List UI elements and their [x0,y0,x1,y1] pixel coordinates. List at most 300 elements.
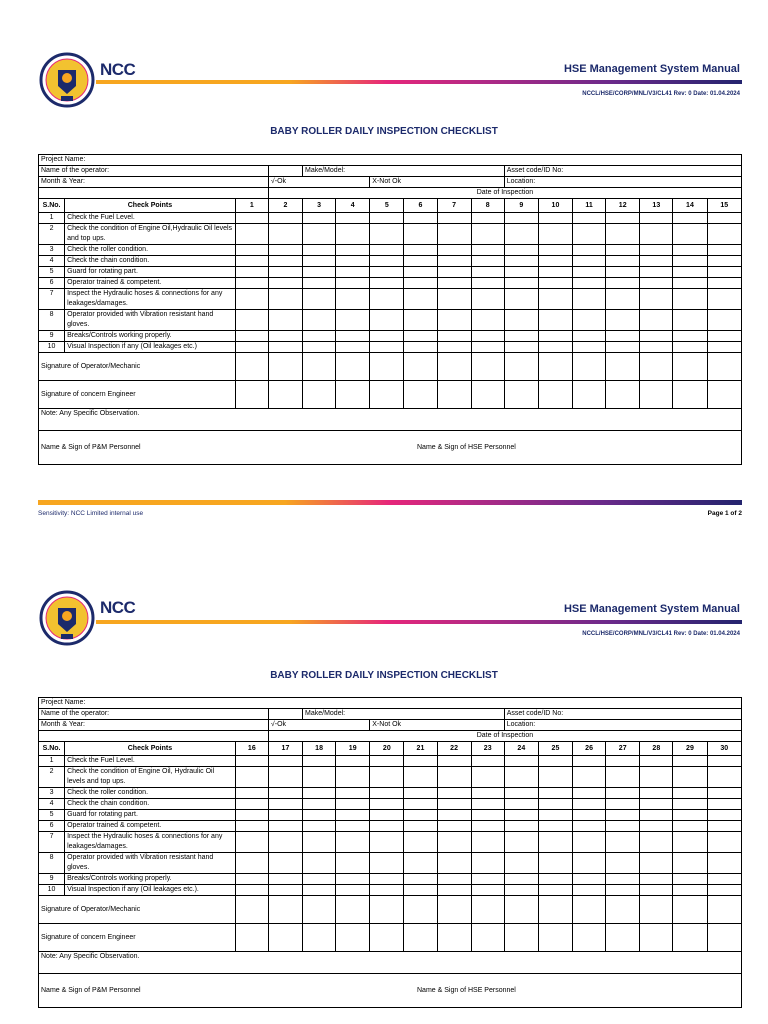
check-day-cell[interactable] [606,245,640,256]
check-day-cell[interactable] [573,278,606,289]
check-day-cell[interactable] [707,245,741,256]
check-day-cell[interactable] [404,310,437,331]
check-day-cell[interactable] [640,788,673,799]
check-day-cell[interactable] [404,289,437,310]
check-day-cell[interactable] [673,224,707,245]
check-day-cell[interactable] [471,310,504,331]
check-day-cell[interactable] [504,267,538,278]
check-day-cell[interactable] [303,245,336,256]
check-day-cell[interactable] [437,788,471,799]
check-day-cell[interactable] [640,278,673,289]
check-day-cell[interactable] [437,799,471,810]
check-day-cell[interactable] [504,821,538,832]
check-day-cell[interactable] [606,885,640,896]
check-day-cell[interactable] [504,213,538,224]
check-day-cell[interactable] [235,310,268,331]
check-day-cell[interactable] [235,821,268,832]
check-day-cell[interactable] [471,821,504,832]
check-day-cell[interactable] [303,224,336,245]
check-day-cell[interactable] [303,832,336,853]
check-day-cell[interactable] [573,289,606,310]
check-day-cell[interactable] [235,767,268,788]
check-day-cell[interactable] [404,832,437,853]
check-day-cell[interactable] [404,885,437,896]
check-day-cell[interactable] [404,267,437,278]
check-day-cell[interactable] [370,245,404,256]
check-day-cell[interactable] [303,256,336,267]
check-day-cell[interactable] [606,832,640,853]
check-day-cell[interactable] [573,310,606,331]
check-day-cell[interactable] [573,885,606,896]
check-day-cell[interactable] [235,331,268,342]
check-day-cell[interactable] [573,331,606,342]
check-day-cell[interactable] [573,213,606,224]
check-day-cell[interactable] [235,756,268,767]
check-day-cell[interactable] [471,885,504,896]
check-day-cell[interactable] [471,832,504,853]
check-day-cell[interactable] [673,331,707,342]
check-day-cell[interactable] [404,874,437,885]
check-day-cell[interactable] [673,810,707,821]
check-day-cell[interactable] [640,342,673,353]
check-day-cell[interactable] [303,756,336,767]
check-day-cell[interactable] [268,224,302,245]
check-day-cell[interactable] [370,853,404,874]
check-day-cell[interactable] [573,342,606,353]
check-day-cell[interactable] [336,267,370,278]
check-day-cell[interactable] [370,224,404,245]
check-day-cell[interactable] [303,767,336,788]
check-day-cell[interactable] [268,256,302,267]
check-day-cell[interactable] [707,832,741,853]
check-day-cell[interactable] [573,224,606,245]
check-day-cell[interactable] [437,832,471,853]
check-day-cell[interactable] [538,331,572,342]
check-day-cell[interactable] [538,224,572,245]
check-day-cell[interactable] [336,832,370,853]
check-day-cell[interactable] [673,278,707,289]
check-day-cell[interactable] [437,756,471,767]
check-day-cell[interactable] [573,756,606,767]
check-day-cell[interactable] [268,810,302,821]
check-day-cell[interactable] [640,832,673,853]
check-day-cell[interactable] [404,810,437,821]
check-day-cell[interactable] [673,885,707,896]
check-day-cell[interactable] [268,885,302,896]
check-day-cell[interactable] [504,310,538,331]
check-day-cell[interactable] [336,821,370,832]
check-day-cell[interactable] [707,256,741,267]
check-day-cell[interactable] [707,821,741,832]
check-day-cell[interactable] [504,767,538,788]
check-day-cell[interactable] [673,267,707,278]
check-day-cell[interactable] [471,799,504,810]
check-day-cell[interactable] [504,331,538,342]
check-day-cell[interactable] [437,821,471,832]
check-day-cell[interactable] [707,331,741,342]
check-day-cell[interactable] [573,267,606,278]
check-day-cell[interactable] [471,213,504,224]
check-day-cell[interactable] [707,853,741,874]
check-day-cell[interactable] [235,278,268,289]
check-day-cell[interactable] [640,874,673,885]
check-day-cell[interactable] [336,799,370,810]
check-day-cell[interactable] [504,810,538,821]
check-day-cell[interactable] [370,756,404,767]
check-day-cell[interactable] [303,289,336,310]
check-day-cell[interactable] [673,767,707,788]
check-day-cell[interactable] [336,767,370,788]
check-day-cell[interactable] [471,810,504,821]
check-day-cell[interactable] [235,853,268,874]
check-day-cell[interactable] [370,256,404,267]
check-day-cell[interactable] [640,289,673,310]
check-day-cell[interactable] [404,213,437,224]
check-day-cell[interactable] [538,832,572,853]
check-day-cell[interactable] [573,799,606,810]
check-day-cell[interactable] [303,342,336,353]
check-day-cell[interactable] [707,885,741,896]
check-day-cell[interactable] [336,853,370,874]
check-day-cell[interactable] [370,267,404,278]
check-day-cell[interactable] [640,756,673,767]
check-day-cell[interactable] [336,756,370,767]
check-day-cell[interactable] [404,788,437,799]
check-day-cell[interactable] [404,767,437,788]
check-day-cell[interactable] [606,342,640,353]
check-day-cell[interactable] [268,267,302,278]
check-day-cell[interactable] [606,213,640,224]
check-day-cell[interactable] [303,331,336,342]
check-day-cell[interactable] [268,767,302,788]
check-day-cell[interactable] [336,874,370,885]
check-day-cell[interactable] [268,799,302,810]
check-day-cell[interactable] [303,310,336,331]
check-day-cell[interactable] [471,853,504,874]
check-day-cell[interactable] [303,853,336,874]
check-day-cell[interactable] [404,331,437,342]
check-day-cell[interactable] [707,289,741,310]
check-day-cell[interactable] [471,767,504,788]
check-day-cell[interactable] [606,788,640,799]
check-day-cell[interactable] [673,289,707,310]
check-day-cell[interactable] [235,874,268,885]
check-day-cell[interactable] [437,331,471,342]
check-day-cell[interactable] [437,245,471,256]
check-day-cell[interactable] [336,245,370,256]
check-day-cell[interactable] [235,256,268,267]
check-day-cell[interactable] [538,256,572,267]
check-day-cell[interactable] [707,810,741,821]
check-day-cell[interactable] [538,810,572,821]
check-day-cell[interactable] [303,267,336,278]
check-day-cell[interactable] [707,799,741,810]
check-day-cell[interactable] [707,788,741,799]
check-day-cell[interactable] [573,767,606,788]
check-day-cell[interactable] [336,256,370,267]
check-day-cell[interactable] [235,342,268,353]
check-day-cell[interactable] [404,278,437,289]
check-day-cell[interactable] [303,885,336,896]
check-day-cell[interactable] [640,799,673,810]
check-day-cell[interactable] [235,289,268,310]
check-day-cell[interactable] [437,310,471,331]
check-day-cell[interactable] [673,245,707,256]
check-day-cell[interactable] [303,799,336,810]
check-day-cell[interactable] [606,310,640,331]
check-day-cell[interactable] [268,821,302,832]
check-day-cell[interactable] [606,289,640,310]
check-day-cell[interactable] [437,885,471,896]
check-day-cell[interactable] [673,756,707,767]
check-day-cell[interactable] [437,289,471,310]
check-day-cell[interactable] [538,278,572,289]
check-day-cell[interactable] [707,310,741,331]
check-day-cell[interactable] [707,342,741,353]
check-day-cell[interactable] [471,267,504,278]
check-day-cell[interactable] [336,310,370,331]
check-day-cell[interactable] [538,788,572,799]
check-day-cell[interactable] [573,810,606,821]
check-day-cell[interactable] [640,245,673,256]
check-day-cell[interactable] [235,799,268,810]
check-day-cell[interactable] [370,342,404,353]
check-day-cell[interactable] [268,310,302,331]
check-day-cell[interactable] [504,289,538,310]
check-day-cell[interactable] [437,278,471,289]
check-day-cell[interactable] [235,810,268,821]
check-day-cell[interactable] [538,767,572,788]
check-day-cell[interactable] [370,874,404,885]
check-day-cell[interactable] [268,832,302,853]
check-day-cell[interactable] [640,885,673,896]
check-day-cell[interactable] [538,310,572,331]
check-day-cell[interactable] [437,342,471,353]
check-day-cell[interactable] [640,310,673,331]
check-day-cell[interactable] [303,278,336,289]
check-day-cell[interactable] [370,310,404,331]
check-day-cell[interactable] [370,331,404,342]
check-day-cell[interactable] [673,853,707,874]
check-day-cell[interactable] [504,874,538,885]
check-day-cell[interactable] [606,767,640,788]
check-day-cell[interactable] [471,788,504,799]
check-day-cell[interactable] [336,224,370,245]
check-day-cell[interactable] [404,853,437,874]
check-day-cell[interactable] [538,245,572,256]
check-day-cell[interactable] [640,767,673,788]
check-day-cell[interactable] [538,874,572,885]
check-day-cell[interactable] [370,810,404,821]
check-day-cell[interactable] [235,885,268,896]
check-day-cell[interactable] [707,267,741,278]
check-day-cell[interactable] [538,289,572,310]
check-day-cell[interactable] [471,756,504,767]
check-day-cell[interactable] [370,767,404,788]
check-day-cell[interactable] [640,853,673,874]
check-day-cell[interactable] [504,799,538,810]
check-day-cell[interactable] [640,821,673,832]
check-day-cell[interactable] [504,278,538,289]
check-day-cell[interactable] [673,213,707,224]
check-day-cell[interactable] [303,788,336,799]
check-day-cell[interactable] [640,810,673,821]
check-day-cell[interactable] [303,821,336,832]
check-day-cell[interactable] [336,213,370,224]
check-day-cell[interactable] [437,874,471,885]
check-day-cell[interactable] [538,756,572,767]
check-day-cell[interactable] [640,224,673,245]
check-day-cell[interactable] [336,331,370,342]
check-day-cell[interactable] [404,821,437,832]
check-day-cell[interactable] [640,256,673,267]
check-day-cell[interactable] [471,245,504,256]
check-day-cell[interactable] [707,756,741,767]
check-day-cell[interactable] [235,788,268,799]
check-day-cell[interactable] [404,256,437,267]
check-day-cell[interactable] [268,342,302,353]
check-day-cell[interactable] [606,224,640,245]
check-day-cell[interactable] [235,267,268,278]
check-day-cell[interactable] [504,832,538,853]
check-day-cell[interactable] [370,278,404,289]
check-day-cell[interactable] [471,331,504,342]
check-day-cell[interactable] [707,213,741,224]
check-day-cell[interactable] [336,788,370,799]
check-day-cell[interactable] [538,853,572,874]
check-day-cell[interactable] [640,331,673,342]
check-day-cell[interactable] [673,342,707,353]
check-day-cell[interactable] [370,821,404,832]
check-day-cell[interactable] [235,224,268,245]
check-day-cell[interactable] [673,256,707,267]
check-day-cell[interactable] [504,224,538,245]
check-day-cell[interactable] [573,874,606,885]
check-day-cell[interactable] [471,289,504,310]
check-day-cell[interactable] [437,213,471,224]
check-day-cell[interactable] [303,810,336,821]
check-day-cell[interactable] [606,331,640,342]
check-day-cell[interactable] [437,810,471,821]
check-day-cell[interactable] [673,310,707,331]
check-day-cell[interactable] [504,342,538,353]
check-day-cell[interactable] [370,885,404,896]
check-day-cell[interactable] [573,256,606,267]
check-day-cell[interactable] [504,245,538,256]
check-day-cell[interactable] [404,224,437,245]
check-day-cell[interactable] [573,821,606,832]
check-day-cell[interactable] [336,810,370,821]
check-day-cell[interactable] [707,767,741,788]
check-day-cell[interactable] [573,245,606,256]
check-day-cell[interactable] [707,874,741,885]
check-day-cell[interactable] [268,788,302,799]
check-day-cell[interactable] [673,788,707,799]
check-day-cell[interactable] [471,278,504,289]
check-day-cell[interactable] [504,256,538,267]
check-day-cell[interactable] [606,810,640,821]
check-day-cell[interactable] [437,853,471,874]
check-day-cell[interactable] [268,756,302,767]
check-day-cell[interactable] [606,256,640,267]
check-day-cell[interactable] [404,799,437,810]
check-day-cell[interactable] [268,331,302,342]
check-day-cell[interactable] [538,267,572,278]
check-day-cell[interactable] [404,342,437,353]
check-day-cell[interactable] [235,832,268,853]
check-day-cell[interactable] [673,799,707,810]
check-day-cell[interactable] [437,256,471,267]
check-day-cell[interactable] [606,821,640,832]
check-day-cell[interactable] [538,885,572,896]
check-day-cell[interactable] [336,885,370,896]
check-day-cell[interactable] [504,756,538,767]
check-day-cell[interactable] [471,256,504,267]
check-day-cell[interactable] [235,213,268,224]
check-day-cell[interactable] [370,799,404,810]
check-day-cell[interactable] [303,213,336,224]
check-day-cell[interactable] [471,224,504,245]
check-day-cell[interactable] [336,342,370,353]
check-day-cell[interactable] [573,832,606,853]
check-day-cell[interactable] [268,245,302,256]
check-day-cell[interactable] [437,767,471,788]
check-day-cell[interactable] [370,832,404,853]
check-day-cell[interactable] [504,885,538,896]
check-day-cell[interactable] [640,267,673,278]
check-day-cell[interactable] [538,821,572,832]
check-day-cell[interactable] [538,799,572,810]
check-day-cell[interactable] [673,821,707,832]
check-day-cell[interactable] [268,874,302,885]
check-day-cell[interactable] [573,853,606,874]
check-day-cell[interactable] [370,289,404,310]
check-day-cell[interactable] [606,756,640,767]
check-day-cell[interactable] [303,874,336,885]
check-day-cell[interactable] [370,213,404,224]
check-day-cell[interactable] [336,289,370,310]
check-day-cell[interactable] [573,788,606,799]
check-day-cell[interactable] [606,874,640,885]
check-day-cell[interactable] [640,213,673,224]
check-day-cell[interactable] [707,224,741,245]
check-day-cell[interactable] [471,874,504,885]
check-day-cell[interactable] [504,788,538,799]
check-day-cell[interactable] [673,874,707,885]
check-day-cell[interactable] [370,788,404,799]
check-day-cell[interactable] [437,224,471,245]
check-day-cell[interactable] [404,756,437,767]
check-day-cell[interactable] [235,245,268,256]
check-day-cell[interactable] [268,289,302,310]
check-day-cell[interactable] [437,267,471,278]
check-day-cell[interactable] [404,245,437,256]
check-day-cell[interactable] [707,278,741,289]
check-day-cell[interactable] [268,278,302,289]
check-day-cell[interactable] [538,213,572,224]
check-day-cell[interactable] [504,853,538,874]
check-day-cell[interactable] [538,342,572,353]
check-day-cell[interactable] [336,278,370,289]
check-day-cell[interactable] [606,278,640,289]
check-day-cell[interactable] [606,799,640,810]
check-day-cell[interactable] [673,832,707,853]
check-day-cell[interactable] [268,213,302,224]
check-day-cell[interactable] [268,853,302,874]
check-day-cell[interactable] [471,342,504,353]
check-day-cell[interactable] [606,267,640,278]
check-day-cell[interactable] [606,853,640,874]
